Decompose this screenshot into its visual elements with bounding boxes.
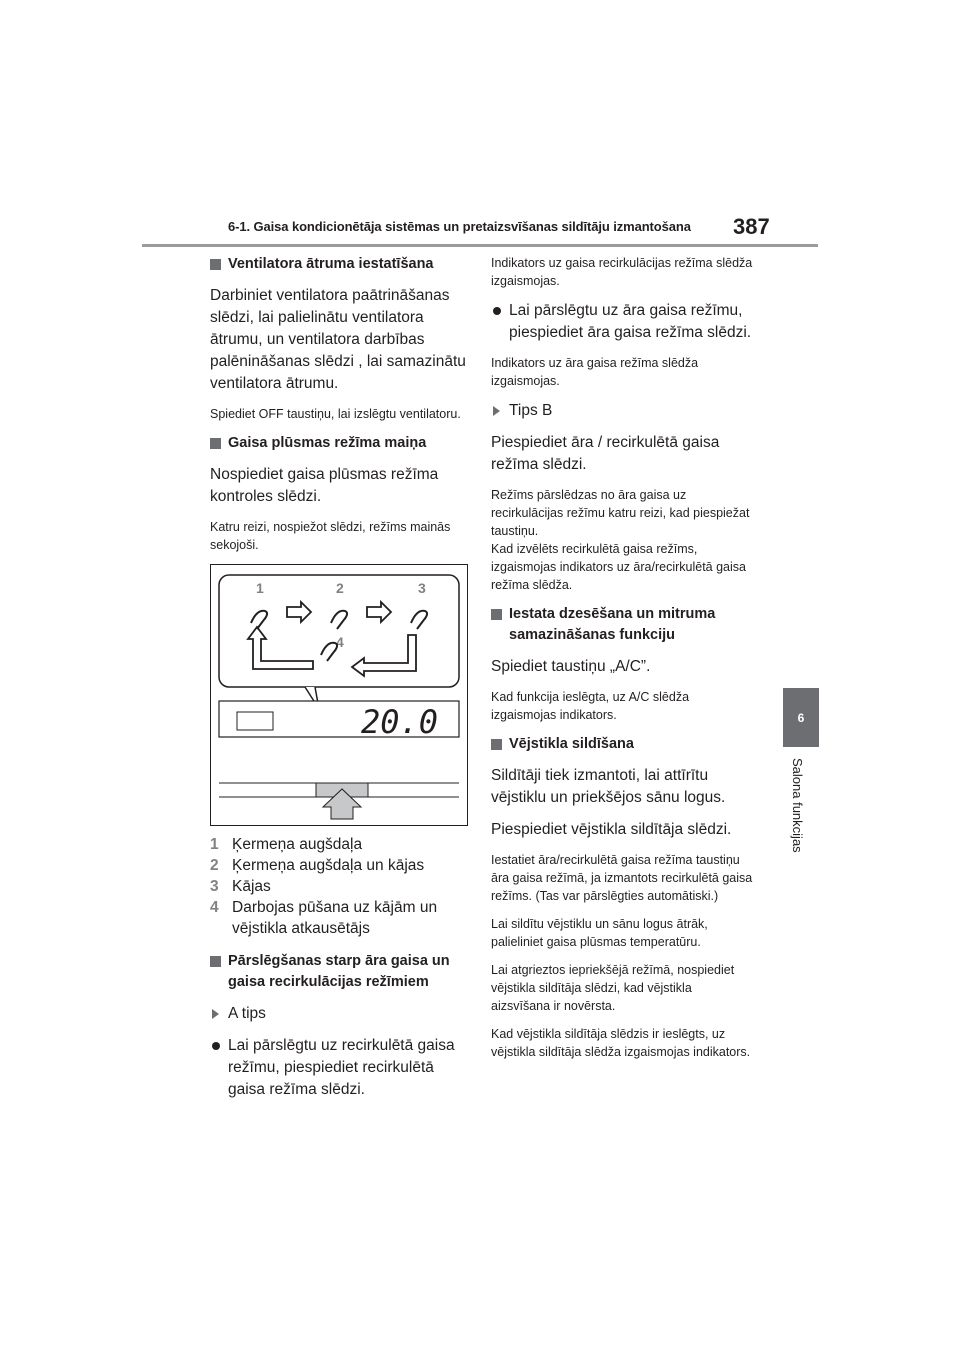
- heading-recirculation: Pārslēgšanas starp āra gaisa un gaisa recirkulācijas režīmiem: [210, 951, 472, 993]
- mode-label-2: 2: [336, 580, 344, 596]
- ac-text: Spiediet taustiņu „A/C”.: [491, 658, 651, 675]
- heading-defroster: Vējstikla sildīšana: [491, 734, 753, 755]
- defroster-note-3: Lai atgrieztos iepriekšējā režīmā, nospiediet vējstikla sildītāja slēdzi, kad vējstikla aizsvīšana ir novērsta.: [491, 963, 735, 1013]
- chapter-tab: [783, 688, 819, 747]
- mode-arrows: [248, 602, 416, 676]
- fan-off-note: Spiediet OFF taustiņu, lai izslēgtu ventilatoru.: [210, 407, 461, 421]
- right-column: [491, 254, 753, 1071]
- arrow-4-1-icon: [248, 627, 313, 669]
- type-b-label: Tips B: [491, 400, 753, 422]
- bilevel-mode-icon: [331, 611, 347, 629]
- feet-defrost-mode-icon: [321, 643, 337, 661]
- list-item: 3 Kājas: [210, 878, 271, 895]
- temperature-display: 20.0: [361, 703, 439, 741]
- arrow-1-2-icon: [287, 602, 311, 622]
- defroster-note-1: Iestatiet āra/recirkulētā gaisa režīma taustiņu āra gaisa režīmā, ja izmantots recirkulētā gaisa režīms. (Tas var pārslēgties automātiski.): [491, 853, 753, 903]
- outside-indicator-note: Indikators uz āra gaisa režīma slēdža izgaismojas.: [491, 356, 699, 388]
- airflow-mode-diagram: [211, 565, 467, 825]
- defroster-press-text: Piespiediet vējstikla sildītāja slēdzi.: [491, 821, 732, 838]
- outside-air-bullet: Lai pārslēgtu uz āra gaisa režīmu, piespiediet āra gaisa režīma slēdzi.: [491, 300, 753, 344]
- feet-mode-icon: [411, 611, 427, 629]
- defroster-note-4: Kad vējstikla sildītāja slēdzis ir ieslēgts, uz vējstikla sildītāja slēdža izgaismojas indikators.: [491, 1027, 751, 1059]
- defroster-text: Sildītāji tiek izmantoti, lai attīrītu vējstiklu un priekšējos sānu logus.: [491, 767, 726, 806]
- face-mode-icon: [251, 611, 267, 629]
- arrow-2-3-icon: [367, 602, 391, 622]
- chapter-label: Salona funkcijas: [790, 758, 805, 853]
- header-title: 6-1. Gaisa kondicionētāja sistēmas un pretaizsvīšanas sildītāju izmantošana: [228, 219, 691, 234]
- mode-label-4: 4: [336, 634, 344, 650]
- type-b-text: Piespiediet āra / recirkulētā gaisa režīma slēdzi.: [491, 434, 720, 473]
- airflow-mode-note: Katru reizi, nospiežot slēdzi, režīms mainās sekojoši.: [210, 520, 451, 552]
- chapter-number: 6: [797, 710, 805, 725]
- type-a-label: A tips: [210, 1003, 472, 1025]
- list-item: 4 Darbojas pūšana uz kājām un vējstikla atkausētājs: [210, 899, 438, 937]
- list-item: 2 Ķermeņa augšdaļa un kājas: [210, 857, 425, 874]
- header-rule: [142, 244, 818, 247]
- type-b-note-2: Kad izvēlēts recirkulētā gaisa režīms, izgaismojas indikators uz āra/recirkulētā gaisa režīma slēdža.: [491, 542, 746, 592]
- airflow-mode-figure: [210, 564, 468, 826]
- mode-label-3: 3: [418, 580, 426, 596]
- page-number: 387: [733, 214, 770, 239]
- ac-note: Kad funkcija ieslēgta, uz A/C slēdža izgaismojas indikators.: [491, 690, 690, 722]
- heading-fan-speed: Ventilatora ātruma iestatīšana: [210, 254, 472, 275]
- heading-airflow-mode: Gaisa plūsmas režīma maiņa: [210, 433, 472, 454]
- arrow-3-4-icon: [352, 635, 416, 676]
- mode-list: [210, 834, 472, 939]
- recirc-bullet: Lai pārslēgtu uz recirkulētā gaisa režīmu, piespiediet recirkulētā gaisa režīma slēdzi.: [210, 1035, 472, 1101]
- airflow-mode-text: Nospiediet gaisa plūsmas režīma kontroles slēdzi.: [210, 466, 439, 505]
- type-b-note: Režīms pārslēdzas no āra gaisa uz recirkulācijas režīmu katru reizi, kad piespiežat taustiņu.: [491, 488, 750, 538]
- list-item: 1 Ķermeņa augšdaļa: [210, 836, 363, 853]
- defroster-note-2: Lai sildītu vējstiklu un sānu logus ātrāk, palieliniet gaisa plūsmas temperatūru.: [491, 917, 708, 949]
- left-column: [210, 254, 472, 1111]
- recirc-indicator-note: Indikators uz gaisa recirkulācijas režīma slēdža izgaismojas.: [491, 256, 753, 288]
- mode-label-1: 1: [256, 580, 264, 596]
- fan-speed-text: Darbiniet ventilatora paātrināšanas slēdzi, lai palielinātu ventilatora ātrumu, un ventilatora darbības palēnināšanas slēdzi , lai samazinātu ventilatora ātrumu.: [210, 287, 466, 392]
- heading-ac: Iestata dzesēšana un mitruma samazināšanas funkciju: [491, 604, 753, 646]
